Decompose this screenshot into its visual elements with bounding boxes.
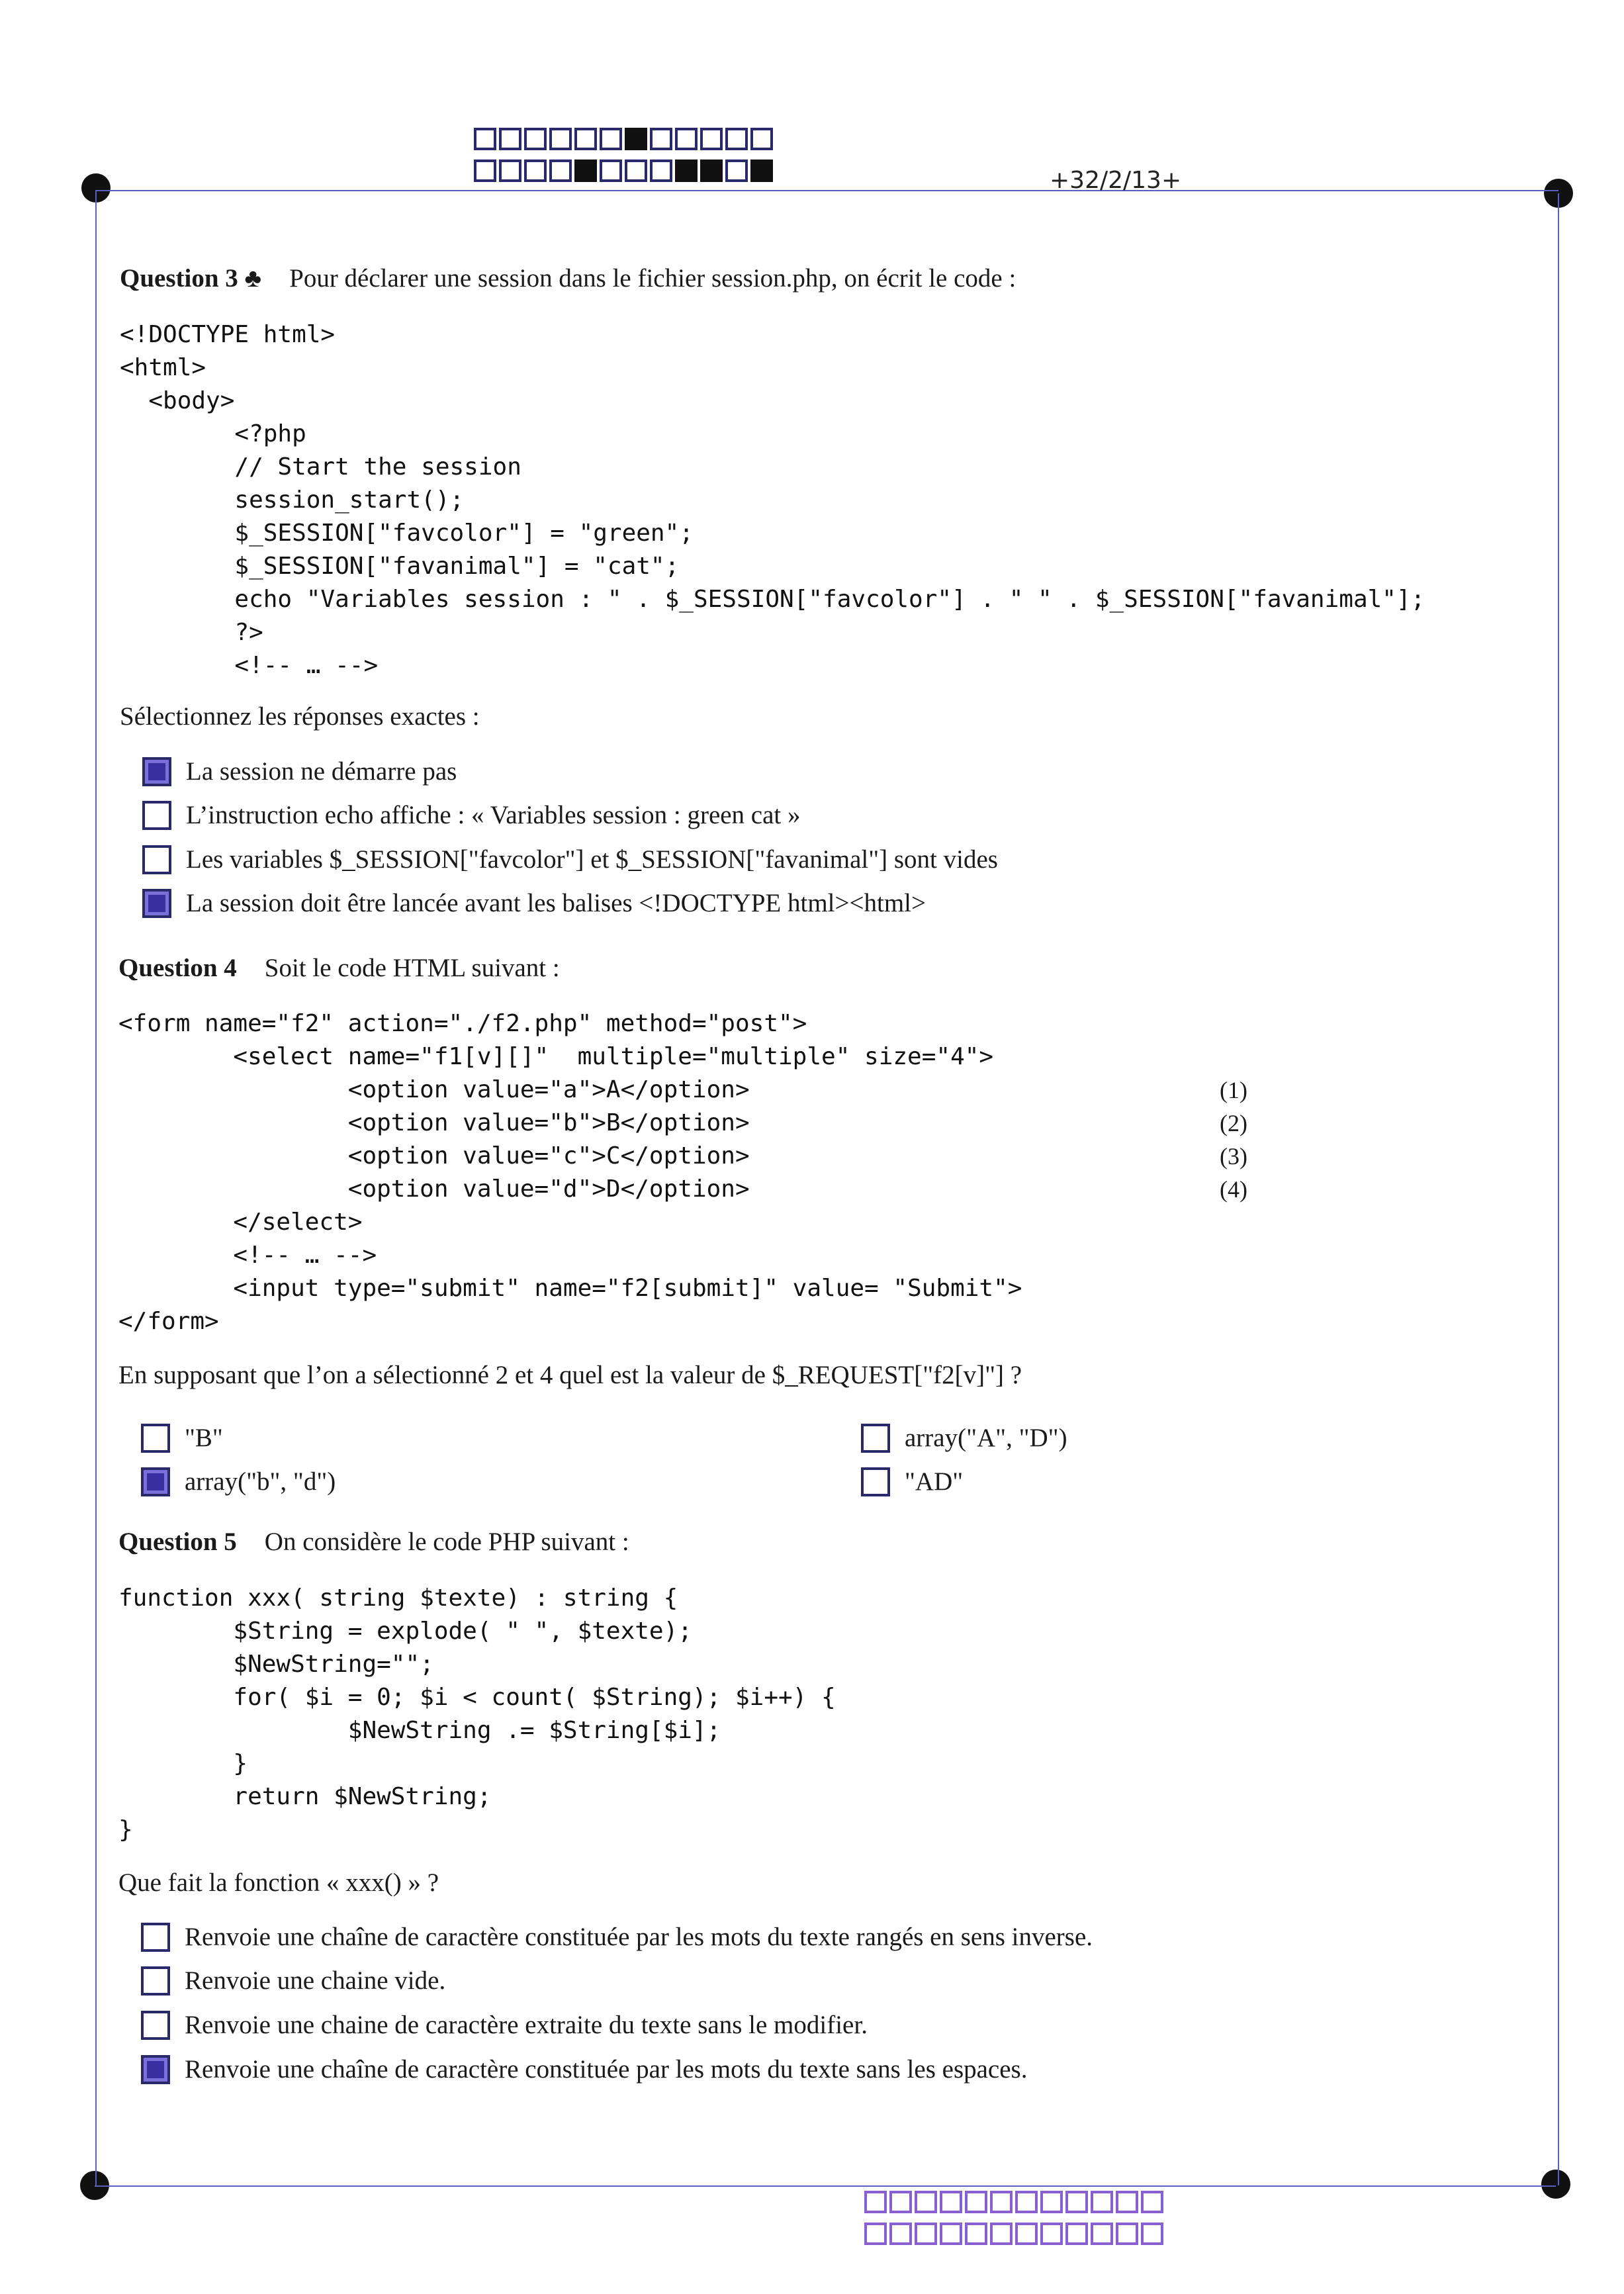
question-3-header bbox=[120, 263, 1016, 293]
grid-cell bbox=[549, 128, 572, 150]
grid-cell bbox=[474, 160, 496, 182]
question-3-title: Question 3 ♣ bbox=[120, 264, 262, 293]
q5-option-1-label: Renvoie une chaîne de caractère constituée par les mots du texte rangés en sens inverse. bbox=[185, 1923, 1093, 1951]
q3-option-4-checkbox[interactable] bbox=[142, 889, 171, 918]
page-serial: +32/2/13+ bbox=[1050, 167, 1182, 194]
grid-cell bbox=[499, 128, 521, 150]
bottom-grid-row-2 bbox=[864, 2223, 1166, 2245]
line-number-2: (2) bbox=[1220, 1110, 1247, 1136]
q4-option-3-checkbox[interactable] bbox=[141, 1467, 170, 1496]
grid-cell bbox=[1015, 2223, 1038, 2245]
q3-option-1-label: La session ne démarre pas bbox=[186, 757, 457, 786]
frame-left bbox=[95, 190, 97, 2186]
line-number-4: (4) bbox=[1220, 1176, 1247, 1203]
grid-cell bbox=[915, 2223, 937, 2245]
grid-cell bbox=[625, 160, 647, 182]
grid-cell bbox=[650, 160, 672, 182]
q4-option-2[interactable] bbox=[861, 1423, 1067, 1453]
id-grid-row-1 bbox=[474, 128, 776, 150]
q5-option-1[interactable] bbox=[141, 1922, 1093, 1952]
question-4-text: Soit le code HTML suivant : bbox=[264, 954, 560, 982]
question-5-header bbox=[118, 1527, 629, 1557]
grid-cell bbox=[625, 128, 647, 150]
q5-option-2[interactable] bbox=[141, 1966, 445, 1996]
grid-cell bbox=[1141, 2191, 1163, 2213]
question-4-code: <form name="f2" action="./f2.php" method="post"> <select name="f1[v][]" multiple="multiple" size="4"> <option value="a">A</option> <option value="b">B</option> <option value="c">C</option> <option value="d">D</option> </select> <!-- … --> <input type="submit" name="f2[submit]" value= "Submit"> </form> bbox=[118, 1010, 1022, 1335]
question-4-prompt: En supposant que l’on a sélectionné 2 et 4 quel est la valeur de $_REQUEST["f2[v]"] ? bbox=[118, 1361, 1022, 1389]
grid-cell bbox=[600, 128, 622, 150]
q4-option-1-checkbox[interactable] bbox=[141, 1424, 170, 1453]
grid-cell bbox=[650, 128, 672, 150]
grid-cell bbox=[864, 2191, 887, 2213]
q3-option-2[interactable] bbox=[142, 800, 801, 830]
q3-option-4[interactable] bbox=[142, 888, 926, 918]
q3-option-3-checkbox[interactable] bbox=[142, 845, 171, 874]
grid-cell bbox=[499, 160, 521, 182]
grid-cell bbox=[1091, 2223, 1113, 2245]
bottom-grid-row-1 bbox=[864, 2191, 1166, 2213]
corner-mark-bottom-right bbox=[1541, 2170, 1570, 2199]
grid-cell bbox=[524, 160, 547, 182]
q5-option-1-checkbox[interactable] bbox=[141, 1923, 170, 1952]
line-number-1: (1) bbox=[1220, 1077, 1247, 1103]
grid-cell bbox=[940, 2223, 962, 2245]
q5-option-3-label: Renvoie une chaine de caractère extraite du texte sans le modifier. bbox=[185, 2011, 868, 2039]
grid-cell bbox=[1065, 2223, 1088, 2245]
grid-cell bbox=[750, 160, 773, 182]
q4-option-1-label: "B" bbox=[185, 1424, 223, 1452]
question-5-text: On considère le code PHP suivant : bbox=[264, 1528, 629, 1556]
grid-cell bbox=[549, 160, 572, 182]
grid-cell bbox=[750, 128, 773, 150]
grid-cell bbox=[600, 160, 622, 182]
grid-cell bbox=[1116, 2191, 1138, 2213]
q4-option-3[interactable] bbox=[141, 1467, 336, 1496]
question-5-prompt: Que fait la fonction « xxx() » ? bbox=[118, 1868, 439, 1897]
frame-top bbox=[96, 190, 1558, 191]
grid-cell bbox=[1040, 2191, 1063, 2213]
q4-option-4-checkbox[interactable] bbox=[861, 1467, 890, 1496]
grid-cell bbox=[574, 160, 597, 182]
q3-option-1[interactable] bbox=[142, 757, 457, 786]
q4-option-2-label: array("A", "D") bbox=[905, 1424, 1067, 1452]
grid-cell bbox=[574, 128, 597, 150]
q3-option-2-checkbox[interactable] bbox=[142, 801, 171, 830]
question-3-prompt: Sélectionnez les réponses exactes : bbox=[120, 702, 480, 731]
q5-option-4[interactable] bbox=[141, 2054, 1027, 2084]
q3-option-1-checkbox[interactable] bbox=[142, 757, 171, 786]
grid-cell bbox=[1065, 2191, 1088, 2213]
grid-cell bbox=[864, 2223, 887, 2245]
q5-option-3-checkbox[interactable] bbox=[141, 2011, 170, 2040]
q5-option-2-checkbox[interactable] bbox=[141, 1966, 170, 1996]
q4-option-3-label: array("b", "d") bbox=[185, 1467, 336, 1496]
q4-option-4-label: "AD" bbox=[905, 1467, 964, 1496]
grid-cell bbox=[675, 160, 698, 182]
question-5-title: Question 5 bbox=[118, 1528, 237, 1556]
q4-option-2-checkbox[interactable] bbox=[861, 1424, 890, 1453]
grid-cell bbox=[725, 128, 748, 150]
q3-option-3[interactable] bbox=[142, 845, 998, 874]
q4-option-1[interactable] bbox=[141, 1423, 223, 1453]
q3-option-3-label: Les variables $_SESSION["favcolor"] et $_SESSION["favanimal"] sont vides bbox=[186, 845, 998, 874]
grid-cell bbox=[524, 128, 547, 150]
grid-cell bbox=[1116, 2223, 1138, 2245]
question-4-title: Question 4 bbox=[118, 954, 237, 982]
grid-cell bbox=[1040, 2223, 1063, 2245]
q3-option-2-label: L’instruction echo affiche : « Variables session : green cat » bbox=[186, 801, 801, 829]
frame-bottom bbox=[95, 2185, 1556, 2187]
grid-cell bbox=[965, 2223, 987, 2245]
q5-option-4-label: Renvoie une chaîne de caractère constituée par les mots du texte sans les espaces. bbox=[185, 2055, 1028, 2084]
question-4-header bbox=[118, 953, 560, 983]
grid-cell bbox=[915, 2191, 937, 2213]
grid-cell bbox=[940, 2191, 962, 2213]
frame-right bbox=[1558, 193, 1559, 2185]
question-3-text: Pour déclarer une session dans le fichier session.php, on écrit le code : bbox=[289, 264, 1016, 293]
question-5-code: function xxx( string $texte) : string { $String = explode( " ", $texte); $NewString=""; for( $i = 0; $i < count( $String); $i++) { $NewString .= $String[$i]; } return $NewString; } bbox=[118, 1584, 836, 1843]
grid-cell bbox=[889, 2191, 912, 2213]
grid-cell bbox=[725, 160, 748, 182]
q5-option-4-checkbox[interactable] bbox=[141, 2055, 170, 2084]
question-3-code: <!DOCTYPE html> <html> <body> <?php // Start the session session_start(); $_SESSION["favcolor"] = "green"; $_SESSION["favanimal"] = "cat"; echo "Variables session : " . $_SESSION["favcolor"] . " " . $_SESSION["favanimal"]; ?> <!-- … --> bbox=[120, 321, 1425, 679]
grid-cell bbox=[965, 2191, 987, 2213]
grid-cell bbox=[700, 160, 723, 182]
grid-cell bbox=[1091, 2191, 1113, 2213]
id-grid-row-2 bbox=[474, 160, 776, 182]
grid-cell bbox=[889, 2223, 912, 2245]
grid-cell bbox=[990, 2223, 1013, 2245]
grid-cell bbox=[1141, 2223, 1163, 2245]
q5-option-2-label: Renvoie une chaine vide. bbox=[185, 1966, 446, 1995]
q4-option-4[interactable] bbox=[861, 1467, 963, 1496]
q5-option-3[interactable] bbox=[141, 2010, 868, 2040]
line-number-3: (3) bbox=[1220, 1143, 1247, 1170]
grid-cell bbox=[675, 128, 698, 150]
q3-option-4-label: La session doit être lancée avant les balises <!DOCTYPE html><html> bbox=[186, 889, 926, 917]
grid-cell bbox=[1015, 2191, 1038, 2213]
grid-cell bbox=[474, 128, 496, 150]
grid-cell bbox=[990, 2191, 1013, 2213]
grid-cell bbox=[700, 128, 723, 150]
